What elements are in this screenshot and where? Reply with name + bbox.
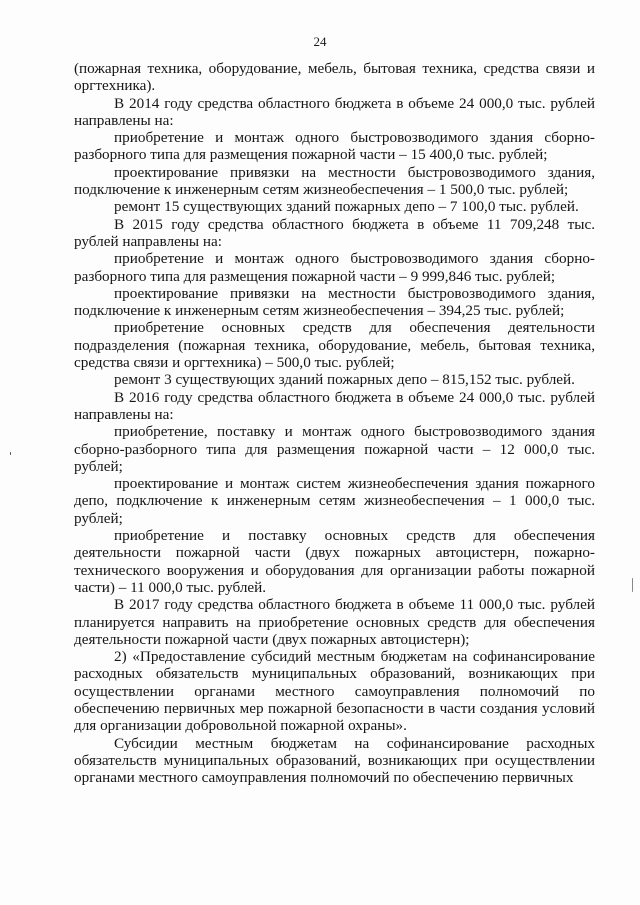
paragraph: В 2016 году средства областного бюджета в объеме 24 000,0 тыс. рублей направлены на: <box>74 388 595 423</box>
paragraph: ремонт 15 существующих зданий пожарных депо – 7 100,0 тыс. рублей. <box>114 198 579 216</box>
paragraph: Субсидии местным бюджетам на софинансирование расходных обязательств муниципальных образований, возникающих при осуществлении органами местного самоуправления полномочий по обеспечению первичных <box>74 734 595 787</box>
paragraph: (пожарная техника, оборудование, мебель, бытовая техника, средства связи и оргтехника). <box>74 60 595 95</box>
paragraph: В 2014 году средства областного бюджета в объеме 24 000,0 тыс. рублей направлены на: <box>74 94 595 129</box>
paragraph: 2) «Предоставление субсидий местным бюджетам на софинансирование расходных обязательств муниципальных образований, возникающих при осуществлении органами местного самоуправления полномочий по обеспечению первичных мер пожарной безопасности в части создания условий для организации добровольной пожарной охраны». <box>74 648 595 735</box>
scan-speck <box>10 452 11 455</box>
paragraph: В 2017 году средства областного бюджета в объеме 11 000,0 тыс. рублей планируется направить на приобретение основных средств для обеспечения деятельности пожарной части (двух пожарных автоцистерн); <box>74 596 595 648</box>
paragraph: приобретение, поставку и монтаж одного быстровозводимого здания сборно-разборного типа для размещения пожарной части – 12 000,0 тыс. рублей; <box>74 423 595 475</box>
page-number: 24 <box>313 34 327 49</box>
paragraph: ремонт 3 существующих зданий пожарных депо – 815,152 тыс. рублей. <box>114 371 575 389</box>
body-text <box>74 60 595 786</box>
paragraph: приобретение и монтаж одного быстровозводимого здания сборно-разборного типа для размещения пожарной части – 9 999,846 тыс. рублей; <box>74 250 595 285</box>
paragraph: приобретение и монтаж одного быстровозводимого здания сборно-разборного типа для размещения пожарной части – 15 400,0 тыс. рублей; <box>74 129 595 164</box>
scan-mark <box>632 578 633 592</box>
paragraph: проектирование привязки на местности быстровозводимого здания, подключение к инженерным сетям жизнеобеспечения – 394,25 тыс. рублей; <box>74 284 595 320</box>
paragraph: проектирование и монтаж систем жизнеобеспечения здания пожарного депо, подключение к инженерным сетям жизнеобеспечения – 1 000,0 тыс. рублей; <box>74 475 595 527</box>
paragraph: В 2015 году средства областного бюджета в объеме 11 709,248 тыс. рублей направлены на: <box>74 215 595 250</box>
paragraph: приобретение и поставку основных средств для обеспечения деятельности пожарной части (двух пожарных автоцистерн, пожарно-технического вооружения и оборудования для организации работы пожарной части) – 11 000,0 тыс. рублей. <box>74 527 595 596</box>
paragraph: проектирование привязки на местности быстровозводимого здания, подключение к инженерным сетям жизнеобеспечения – 1 500,0 тыс. рублей; <box>74 163 595 199</box>
paragraph: приобретение основных средств для обеспечения деятельности подразделения (пожарная техника, оборудование, мебель, бытовая техника, средства связи и оргтехника) – 500,0 тыс. рублей; <box>74 319 595 372</box>
